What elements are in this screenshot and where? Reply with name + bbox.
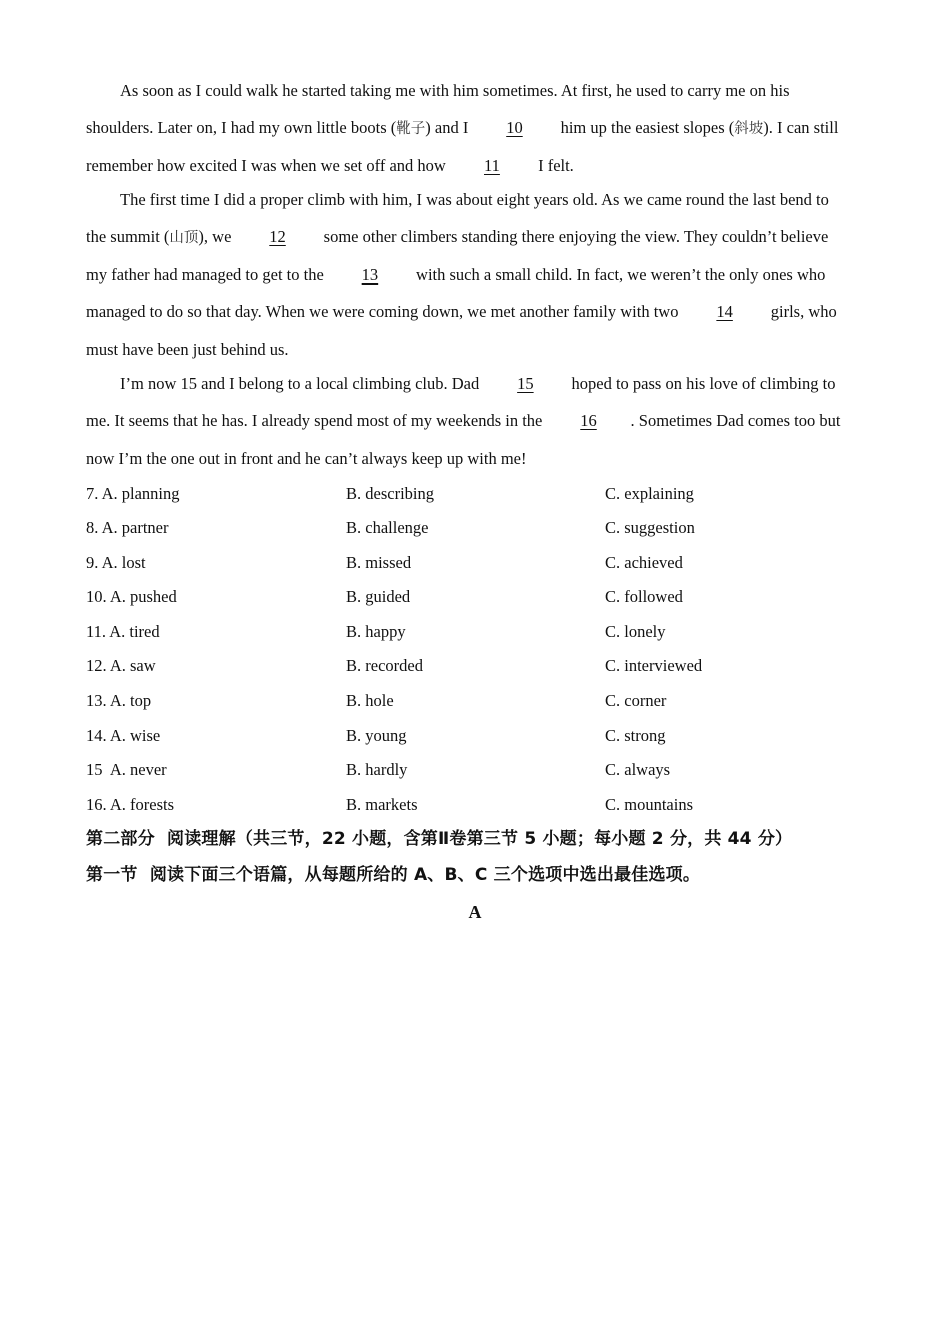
passage-line (86, 156, 574, 176)
blank-14: 14 (716, 302, 733, 321)
option-c: C. interviewed (605, 656, 703, 675)
option-b: B. happy (346, 622, 406, 641)
passage-text: me. It seems that he has. I already spend most of my weekends in the (86, 411, 547, 430)
option-a: 16. A. forests (86, 795, 174, 814)
option-b: B. describing (346, 484, 434, 503)
passage-line (86, 227, 828, 248)
passage-line (86, 302, 837, 322)
passage-text: hoped to pass on his love of climbing to (567, 374, 836, 393)
option-c: C. strong (605, 726, 666, 745)
option-a: 8. A. partner (86, 518, 169, 537)
passage-text: remember how excited I was when we set off and how (86, 156, 450, 175)
passage-text: now I’m the one out in front and he can’t always keep up with me! (86, 449, 527, 468)
option-b: B. missed (346, 553, 412, 572)
passage-text: . Sometimes Dad comes too but (630, 411, 841, 430)
passage-line (86, 118, 838, 139)
option-b: B. guided (346, 587, 411, 606)
chinese-gloss: 靴子 (396, 121, 426, 137)
option-c: C. lonely (605, 622, 666, 641)
option-c: C. followed (605, 587, 683, 606)
option-row (86, 622, 866, 642)
passage-text: the summit ( (86, 227, 170, 246)
passage-text: with such a small child. In fact, we weren’t the only ones who (411, 265, 826, 284)
option-b: B. challenge (346, 518, 429, 537)
passage-text: managed to do so that day. When we were coming down, we met another family with two (86, 302, 683, 321)
option-b: B. recorded (346, 656, 423, 675)
option-c: C. achieved (605, 553, 683, 572)
passage-text: ), we (198, 227, 236, 246)
option-c: C. mountains (605, 795, 694, 814)
option-c: C. always (605, 760, 671, 779)
option-a: 12. A. saw (86, 656, 156, 675)
option-row (86, 760, 866, 780)
passage-text: As soon as I could walk he started taking me with him sometimes. At first, he used to carry me on his (120, 81, 790, 100)
part-heading: 第二部分 阅读理解（共三节，22 小题，含第Ⅱ卷第三节 5 小题；每小题 2 分，共 44 分） (86, 829, 793, 849)
passage-line (120, 374, 835, 394)
option-a: 10. A. pushed (86, 587, 177, 606)
blank-11: 11 (484, 156, 500, 175)
passage-text: shoulders. Later on, I had my own little boots ( (86, 118, 397, 137)
blank-12: 12 (269, 227, 286, 246)
blank-13: 13 (361, 265, 379, 284)
option-a: 14. A. wise (86, 726, 161, 745)
chinese-gloss: 斜坡 (734, 121, 764, 137)
option-b: B. hardly (346, 760, 408, 779)
passage-line (120, 190, 829, 210)
option-row (86, 518, 866, 538)
option-c: C. corner (605, 691, 667, 710)
option-row (86, 726, 866, 746)
option-a: 9. A. lost (86, 553, 146, 572)
passage-text: girls, who (766, 302, 837, 321)
option-b: B. young (346, 726, 407, 745)
blank-15: 15 (517, 374, 534, 393)
blank-10: 10 (506, 118, 523, 137)
passage-line (86, 265, 825, 285)
option-a: 13. A. top (86, 691, 152, 710)
passage-text: ) and I (425, 118, 473, 137)
passage-line (120, 81, 790, 101)
passage-text: ). I can still (763, 118, 839, 137)
option-row (86, 656, 866, 676)
passage-letter: A (468, 902, 482, 922)
passage-text: I’m now 15 and I belong to a local climbing club. Dad (120, 374, 484, 393)
passage-line (86, 340, 289, 360)
option-c: C. suggestion (605, 518, 695, 537)
blank-16: 16 (580, 411, 597, 430)
passage-text: him up the easiest slopes ( (556, 118, 735, 137)
passage-text: I felt. (533, 156, 574, 175)
passage-text: some other climbers standing there enjoying the view. They couldn’t believe (319, 227, 829, 246)
option-row (86, 553, 866, 573)
passage-text: must have been just behind us. (86, 340, 289, 359)
chinese-gloss: 山顶 (169, 230, 199, 246)
option-c: C. explaining (605, 484, 694, 503)
option-a: 11. A. tired (86, 622, 160, 641)
passage-text: The first time I did a proper climb with him, I was about eight years old. As we came round the last bend to (120, 190, 829, 209)
option-b: B. markets (346, 795, 418, 814)
option-row (86, 587, 866, 607)
passage-text: my father had managed to get to the (86, 265, 328, 284)
option-a: 7. A. planning (86, 484, 180, 503)
option-row (86, 795, 866, 815)
section-heading: 第一节 阅读下面三个语篇，从每题所给的 A、B、C 三个选项中选出最佳选项。 (86, 865, 701, 885)
option-b: B. hole (346, 691, 394, 710)
passage-line (86, 411, 840, 431)
option-a: 15 A. never (86, 760, 167, 779)
option-row (86, 691, 866, 711)
passage-line (86, 449, 527, 469)
option-row (86, 484, 866, 504)
